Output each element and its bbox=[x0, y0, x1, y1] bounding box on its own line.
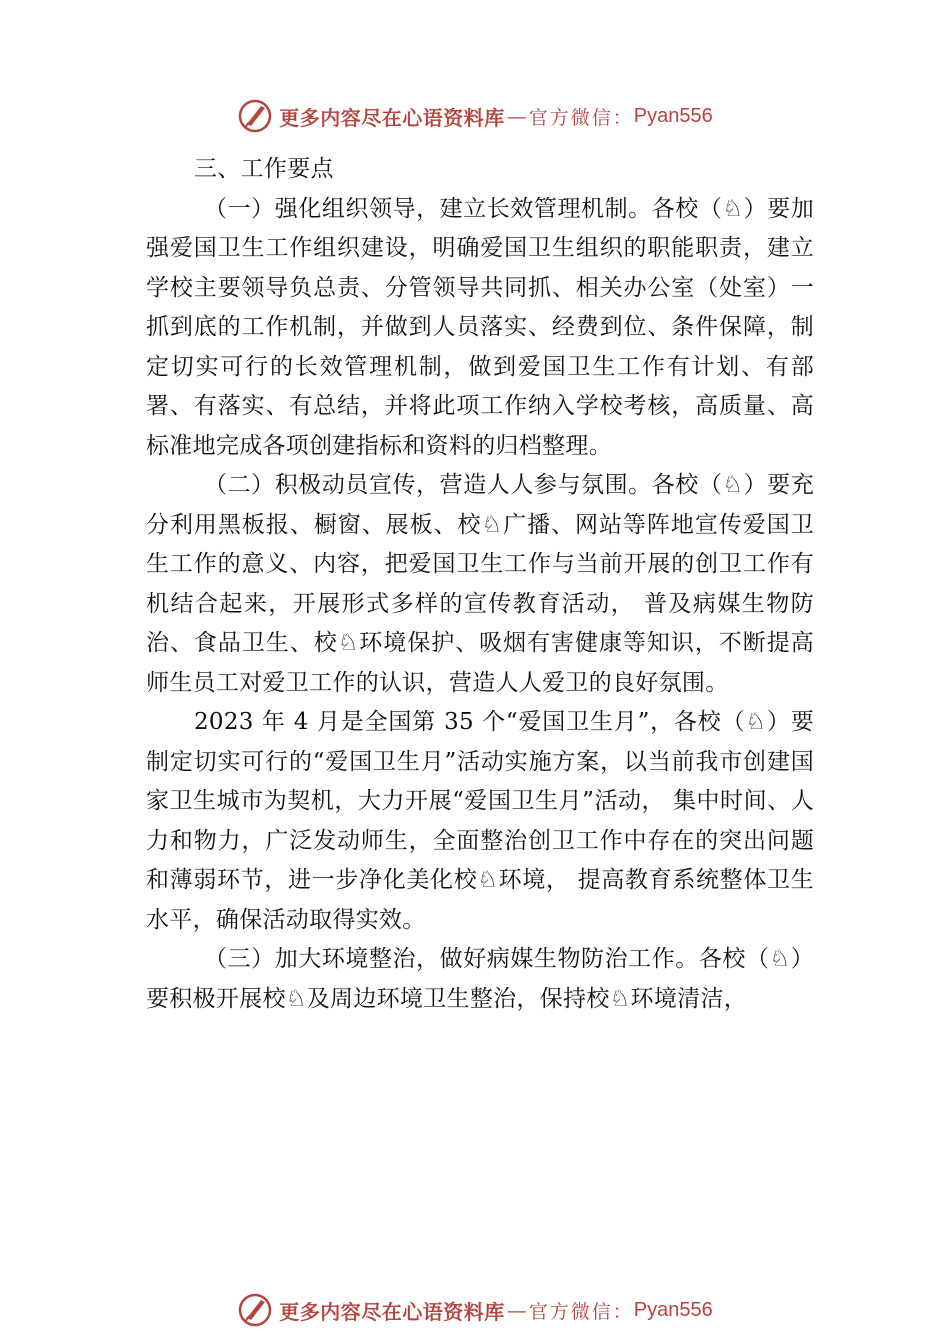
paragraph-1: （一）强化组织领导，建立长效管理机制。各校（♘）要加强爱国卫生工作组织建设，明确爱国卫生组织的职能职责，建立学校主要领导负总责、分管领导共同抓、相关办公室（处室）一抓到底的工作机制，并做到人员落实、经费到位、条件保障，制定切实可行的长效管理机制，做到爱国卫生工作有计划、有部署、有落实、有总结，并将此项工作纳入学校考核，高质量、高标准地完成各项创建指标和资料的归档整理。 bbox=[146, 195, 814, 459]
banner-sub-text: 官方微信： bbox=[528, 1300, 634, 1323]
document-body bbox=[146, 150, 814, 1019]
banner-wechat-id: Pyan556 bbox=[633, 104, 713, 127]
footer-banner bbox=[0, 1290, 950, 1330]
paragraph-4: （三）加大环境整治，做好病媒生物防治工作。各校（♘）要积极开展校♘及周边环境卫生整治，保持校♘环境清洁， bbox=[146, 946, 814, 1012]
paragraph-2: （二）积极动员宣传，营造人人参与氛围。各校（♘）要充分利用黑板报、橱窗、展板、校♘广播、网站等阵地宣传爱国卫生工作的意义、内容，把爱国卫生工作与当前开展的创卫工作有机结合起来，开展形式多样的宣传教育活动， 普及病媒生物防治、食品卫生、校♘环境保护、吸烟有害健康等知识，不断提高师生员工对爱卫工作的认识，营造人人爱卫的良好氛围。 bbox=[146, 472, 814, 696]
quill-pen-logo-icon bbox=[237, 1292, 273, 1328]
banner-wechat-id: Pyan556 bbox=[633, 1298, 713, 1321]
banner-separator: — bbox=[506, 1298, 527, 1322]
quill-pen-logo-icon bbox=[237, 98, 273, 134]
section-heading: 三、工作要点 bbox=[194, 156, 334, 182]
banner-main-text: 更多内容尽在心语资料库 bbox=[279, 105, 505, 130]
banner-sub-text: 官方微信： bbox=[528, 106, 634, 129]
paragraph-3: 2023 年 4 月是全国第 35 个“爱国卫生月”，各校（♘）要制定切实可行的“爱国卫生月”活动实施方案，以当前我市创建国家卫生城市为契机，大力开展“爱国卫生月”活动， 集中时间、人力和物力，广泛发动师生，全面整治创卫工作中存在的突出问题和薄弱环节，进一步净化美化校♘环境， 提高教育系统整体卫生水平，确保活动取得实效。 bbox=[146, 709, 814, 933]
header-banner bbox=[0, 96, 950, 136]
banner-separator: — bbox=[506, 104, 527, 128]
banner-main-text: 更多内容尽在心语资料库 bbox=[279, 1299, 505, 1324]
